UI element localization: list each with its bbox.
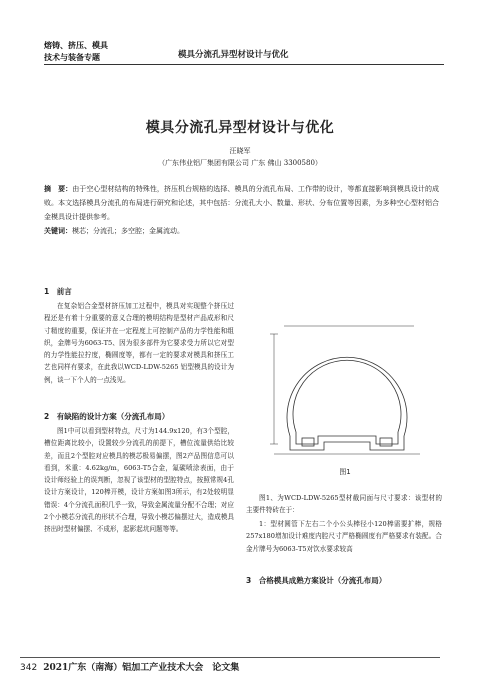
- abstract-text: 由于空心型材结构的特殊性，挤压机台规格的选择、模具的分流孔布局、工作带的设计，等都直接影响到模具设计的成败。本文选择模具分流孔的布局进行研究和论述，其中包括：分流孔大小、数量、形状、分布位置等因素，为多种空心型材铝合金模具设计提供参考。: [44, 185, 439, 221]
- series-line-2: 技术与装备专题: [44, 53, 100, 62]
- keywords-text: 模芯；分流孔；多空腔；金属流动。: [72, 227, 184, 235]
- header-rule: [44, 64, 444, 65]
- affiliation: （广东伟业铝厂集团有限公司 广东 佛山 3300580）: [158, 159, 322, 167]
- footer-rule: [20, 657, 440, 658]
- section-2-body: 图1中可以看到型材特点，尺寸为144.9x120，有3个型腔，槽位距离比较小，设置较少分流孔的前提下，槽位流量供给比较差，而且2个型腔对应模具的模芯极易偏摆，图2产品图信息可以看到，米重：4.62kg/m，6063-T5合金，氟碳喷涂表面，由于设计师经验上的误判断，忽视了该型材的型腔特点，按照常规4孔设计方案设计，120棒开模，设计方案如图3所示，有2处较明显错误：4个分流孔面积几乎一致，导致金属流量分配不合理；对应2个小模芯分流孔的形状不合理，导致小模芯偏摆过大，造成模具挤出时型材偏摆、不成形，起影起坑问题等等。: [44, 427, 234, 534]
- section-1-heading: 1 前言: [44, 287, 72, 296]
- feature-item-1: 1：型材圆管下左右二个小公头棒径小120棒需要扩棒，规格257x180增加设计难度内腔尺寸严格椭圆度有严格要求有装配。合金片牌号为6063-T5对饮水要求较高: [246, 520, 442, 553]
- footer: [20, 660, 239, 673]
- profile-cross-section: [254, 304, 440, 464]
- figure-description: 图1、为WCD-LDW-5265型材截同面与尺寸要求：该型材的主要件特砖在于：: [246, 494, 442, 515]
- footer-text: 2021广东（南海）铝加工产业技术大会 论文集: [43, 663, 240, 673]
- section-3-heading: 3 合格模具成熟方案设计（分流孔布局）: [246, 576, 387, 585]
- page-number: 342: [20, 663, 38, 673]
- running-title: 模具分流孔异型材设计与优化: [178, 50, 289, 60]
- section-2-heading: 2 有缺陷的设计方案（分流孔布局）: [44, 412, 170, 421]
- abstract-label: 摘 要：: [44, 185, 73, 193]
- section-1-body: 在复杂铝合金型材挤压加工过程中，模具对实现整个挤压过程还是有着十分重要的意义合理的模明结构是型材产品成形和尺寸精度的重要，保证并在一定程度上可控制产品的力学性能和组织，金牌号为6063-T5、因为很多部件为它要求受力所以它对型的力学性能拉拧度，椭圆度等，都有一定的要求对模具和挤压工艺也同样有要求，在此我以WCD-LDW-5265 铝型模具的设计为例，谈一下个人的一点浅见。: [44, 302, 234, 384]
- author: 汪晓军: [229, 147, 251, 155]
- abstract: [44, 182, 439, 224]
- paper-title: 模具分流孔异型材设计与优化: [145, 120, 335, 136]
- series-line-1: 熔铸、挤压、模具: [44, 41, 108, 50]
- figure-1-drawing: [254, 304, 440, 464]
- figure-1-caption: 图1: [339, 468, 351, 476]
- keywords: [44, 225, 439, 237]
- keywords-label: 关键词：: [44, 227, 72, 235]
- series-label: [44, 40, 108, 64]
